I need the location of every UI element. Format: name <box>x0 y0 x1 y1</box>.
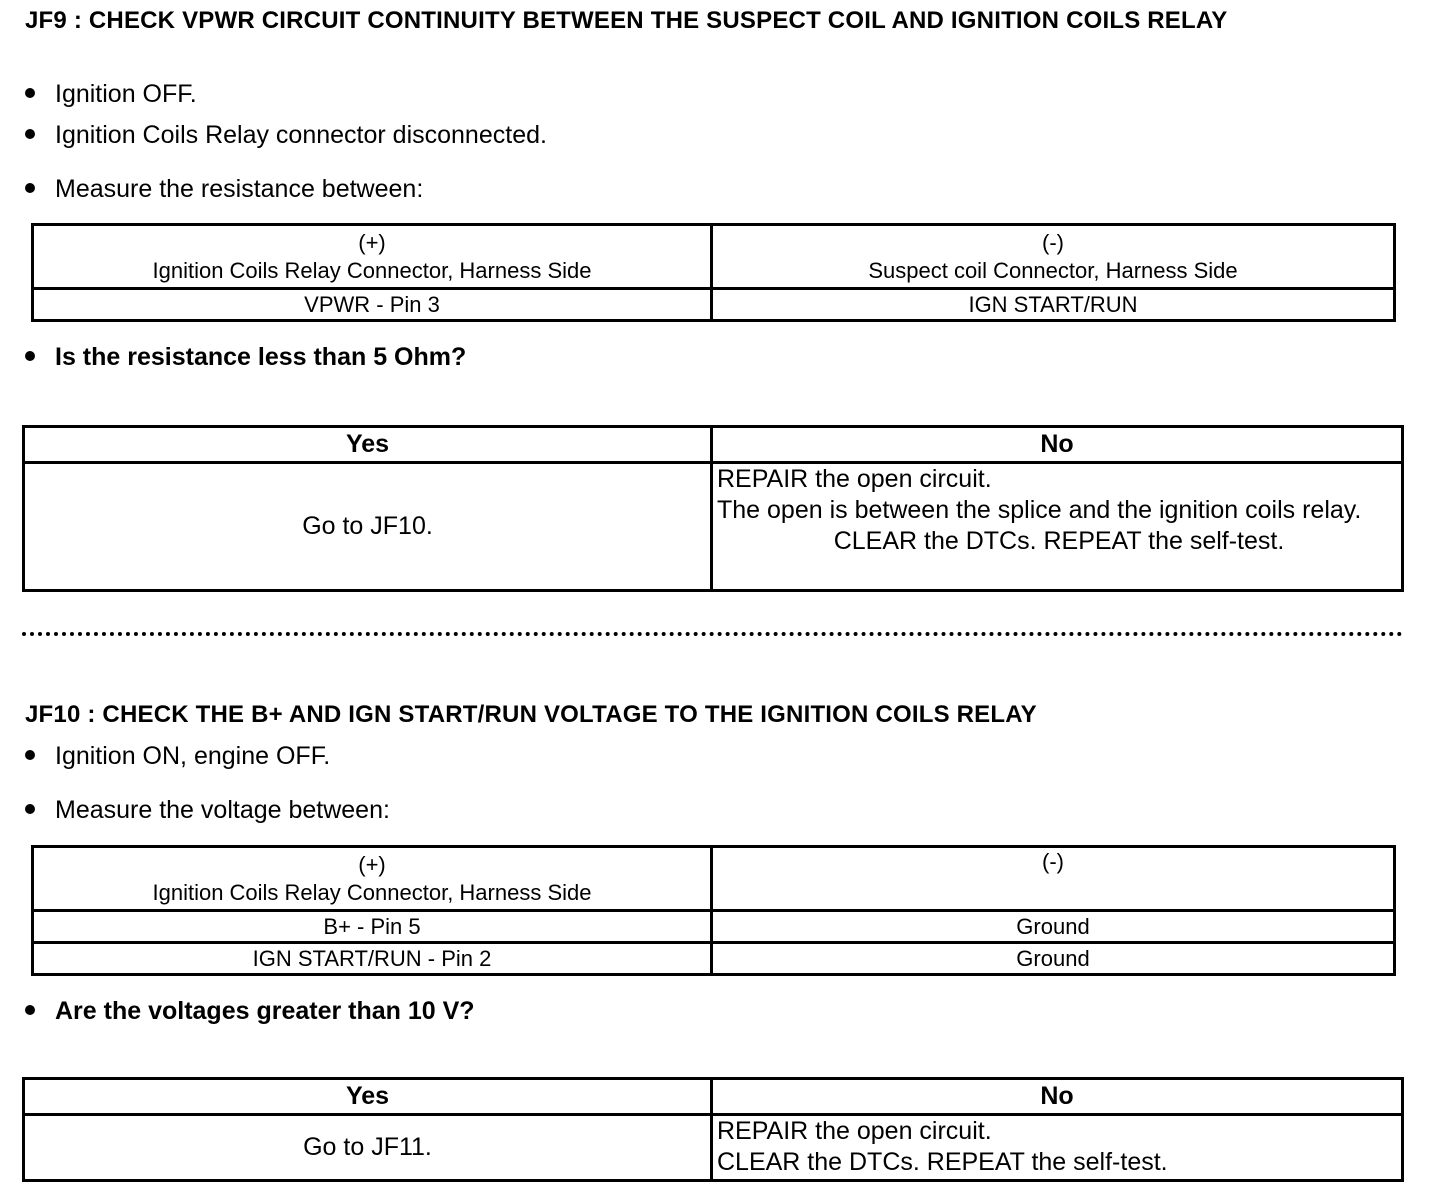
table-row <box>33 225 1395 289</box>
no-line-3: CLEAR the DTCs. REPEAT the self-test. <box>833 527 1285 555</box>
jf10-result-table <box>22 1077 1404 1182</box>
bullet-icon <box>25 183 35 193</box>
table-row <box>33 911 1395 943</box>
no-line-2: The open is between the splice and the ignition coils relay. <box>717 496 1362 524</box>
bullet-icon <box>25 750 35 760</box>
table-row <box>24 1079 1403 1115</box>
plus-header: (+) <box>358 229 386 255</box>
jf10-step-2: Measure the voltage between: <box>25 795 390 825</box>
plus-cell: IGN START/RUN - Pin 2 <box>33 943 712 975</box>
jf10-question: Are the voltages greater than 10 V? <box>25 996 475 1026</box>
minus-cell: Ground <box>712 911 1395 943</box>
bullet-icon <box>25 129 35 139</box>
section-divider <box>22 632 1403 636</box>
yes-cell: Go to JF10. <box>24 463 712 591</box>
yes-header: Yes <box>24 1079 712 1115</box>
minus-header: (-) <box>1042 849 1064 874</box>
jf9-question: Is the resistance less than 5 Ohm? <box>25 342 466 372</box>
no-header: No <box>712 427 1403 463</box>
table-row <box>33 943 1395 975</box>
no-line-1: REPAIR the open circuit. <box>717 1117 992 1145</box>
jf10-measure-table <box>31 845 1396 976</box>
jf9-step-2: Ignition Coils Relay connector disconnected. <box>25 120 547 150</box>
plus-cell: VPWR - Pin 3 <box>33 289 712 321</box>
jf10-title: JF10 : CHECK THE B+ AND IGN START/RUN VOLTAGE TO THE IGNITION COILS RELAY <box>25 701 1037 728</box>
bullet-icon <box>25 804 35 814</box>
plus-cell: B+ - Pin 5 <box>33 911 712 943</box>
table-row <box>33 847 1395 911</box>
no-cell <box>712 1115 1403 1181</box>
jf9-title: JF9 : CHECK VPWR CIRCUIT CONTINUITY BETWEEN THE SUSPECT COIL AND IGNITION COILS RELAY <box>25 7 1228 34</box>
no-line-1: REPAIR the open circuit. <box>717 465 992 493</box>
minus-header-cell <box>712 225 1395 289</box>
jf9-step-3: Measure the resistance between: <box>25 174 423 204</box>
jf9-step-1: Ignition OFF. <box>25 79 197 109</box>
no-line-2: CLEAR the DTCs. REPEAT the self-test. <box>717 1148 1168 1176</box>
jf10-step-1: Ignition ON, engine OFF. <box>25 741 330 771</box>
plus-header: (+) <box>358 851 386 877</box>
jf9-result-table <box>22 425 1404 592</box>
minus-header-cell <box>712 847 1395 911</box>
minus-cell: Ground <box>712 943 1395 975</box>
table-row <box>24 427 1403 463</box>
table-row <box>33 289 1395 321</box>
yes-cell: Go to JF11. <box>24 1115 712 1181</box>
minus-cell: IGN START/RUN <box>712 289 1395 321</box>
bullet-icon <box>25 1005 35 1015</box>
plus-sub: Ignition Coils Relay Connector, Harness Side <box>152 257 592 283</box>
no-header: No <box>712 1079 1403 1115</box>
plus-header-cell <box>33 847 712 911</box>
plus-sub: Ignition Coils Relay Connector, Harness Side <box>152 879 592 905</box>
no-cell <box>712 463 1403 591</box>
yes-header: Yes <box>24 427 712 463</box>
bullet-icon <box>25 88 35 98</box>
plus-header-cell <box>33 225 712 289</box>
table-row <box>24 463 1403 591</box>
minus-sub: Suspect coil Connector, Harness Side <box>868 257 1238 283</box>
bullet-icon <box>25 351 35 361</box>
minus-header: (-) <box>1042 229 1064 255</box>
jf9-measure-table <box>31 223 1396 322</box>
table-row <box>24 1115 1403 1181</box>
